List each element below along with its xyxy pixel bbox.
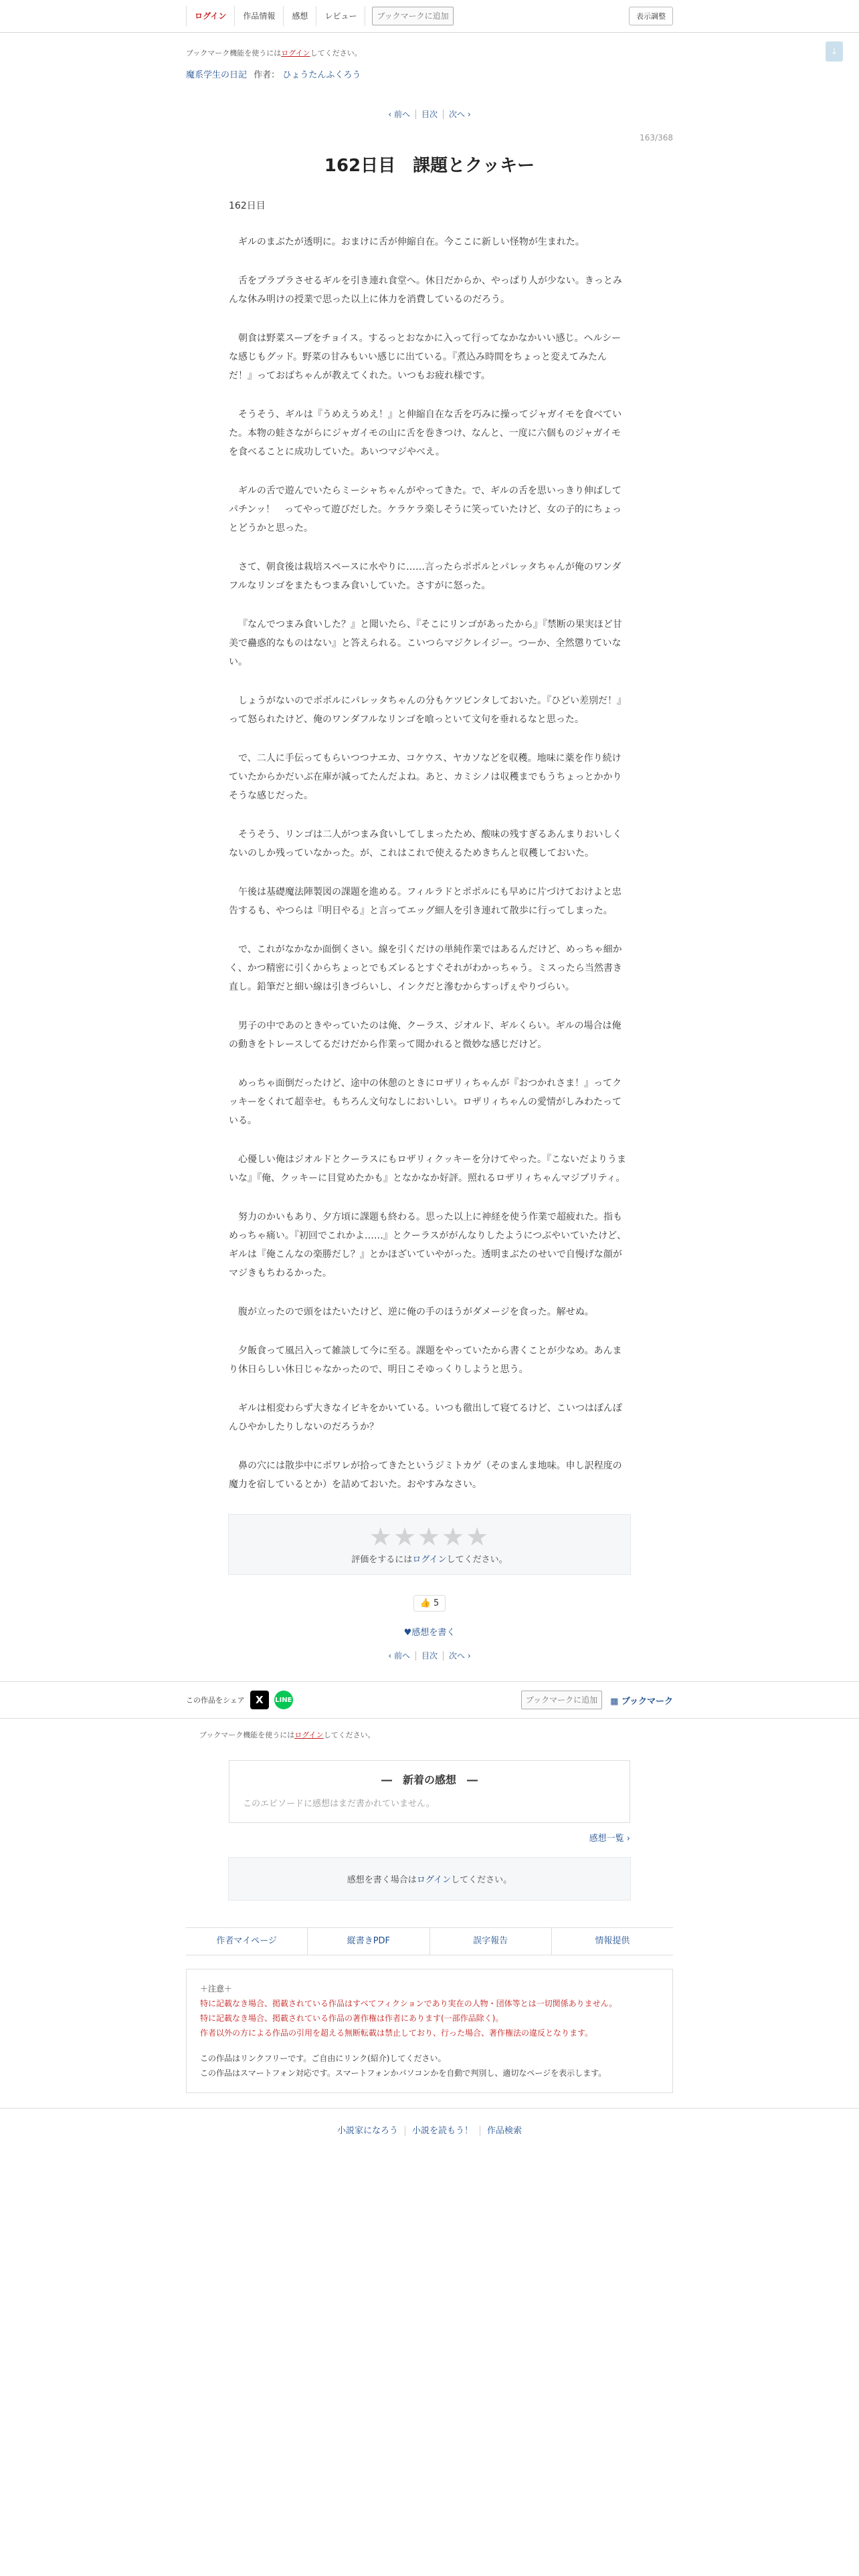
author-mypage-link[interactable]: 作者マイページ <box>186 1928 308 1955</box>
impr-login-link[interactable]: ログイン <box>416 1875 452 1885</box>
note-prefix: ブックマーク機能を使うには <box>186 49 282 58</box>
star-icon[interactable]: ★ <box>466 1522 490 1551</box>
episode-paragraph: で、これがなかなか面倒くさい。線を引くだけの単純作業ではあるんだけど、めっちゃ細かく、かつ精密に引くからちょっとでもズレるとすぐそれがわかっちゃう。ミスったら当然書き直し。鉛筆だと細い線は引きづらいし、インクだと滲むからすっげぇやりづらい。 <box>229 944 622 992</box>
note-login-link[interactable]: ログイン <box>281 49 310 58</box>
author-label: 作者： <box>254 70 280 80</box>
impression-login-box <box>228 1857 631 1901</box>
index-link[interactable]: 目次 <box>416 1651 444 1660</box>
caution-plain-line: この作品はスマートフォン対応です。スマートフォンかパソコンかを自動で判別し、適切なページを表示します。 <box>200 2068 607 2078</box>
rating-prefix: 評価をするには <box>351 1555 413 1565</box>
episode-paragraph: 男子の中であのときやっていたのは俺、クーラス、ジオルド、ギルくらい。ギルの場合は俺の動きをトレースしてるだけだから作業って聞かれると微妙な感じだけど。 <box>229 1021 622 1050</box>
share-label: この作品をシェア <box>186 1696 245 1705</box>
impressions-empty: このエピソードに感想はまだ書かれていません。 <box>243 1799 435 1809</box>
impressions-title: ― 新着の感想 ― <box>381 1774 478 1786</box>
bookmark-login-note <box>186 33 673 58</box>
rating-login-link[interactable]: ログイン <box>412 1555 447 1565</box>
nav-review[interactable]: レビュー <box>316 6 365 26</box>
caution-plain-block <box>200 2051 659 2080</box>
footer-yomou-link[interactable]: 小説を読もう！ <box>405 2126 480 2136</box>
episode-paragraph: で、二人に手伝ってもらいつつナエカ、コケウス、ヤカソなどを収穫。地味に薬を作り続けていたからかだいぶ在庫が減ってたんだよね。あと、カミシノは収穫までもうちょっとかかりそうな感じだった。 <box>229 753 622 801</box>
info-report-link[interactable]: 情報提供 <box>595 1936 630 1946</box>
caution-head: ＋注意＋ <box>200 1984 233 1994</box>
episode-paragraph: 午後は基礎魔法陣製図の課題を進める。フィルラドとポポルにも早めに片づけておけよと忠告するも、やつらは『明日やる』と言ってエッグ細人を引き連れて散歩に行ってしまった。 <box>229 887 622 916</box>
episode-title: 162日目 課題とクッキー <box>324 156 535 176</box>
episode-paragraph: 夕飯食って風呂入って雑談して今に至る。課題をやっていたから書くことが少なめ。あんまり休日らしい休日じゃなかったので、明日こそゆっくりしようと思う。 <box>229 1346 622 1375</box>
series-line <box>186 68 673 80</box>
site-footer <box>0 2108 859 2136</box>
bookmark-login-note <box>186 1719 673 1740</box>
nav-login[interactable]: ログイン <box>186 6 235 26</box>
episode-paragraph: しょうがないのでポポルにパレッタちゃんの分もケツビンタしておいた。『ひどい差別だ！』って怒られたけど、俺のワンダフルなリンゴを喰っといて文句を垂れるなと思った。 <box>229 695 627 725</box>
episode-paragraph: 腹が立ったので頭をはたいたけど、逆に俺の手のほうがダメージを食った。解せぬ。 <box>238 1307 594 1317</box>
caution-box <box>186 1969 673 2093</box>
rating-suffix: してください。 <box>446 1555 508 1565</box>
nav-impressions[interactable]: 感想 <box>284 6 316 26</box>
rating-box <box>228 1514 631 1575</box>
line-share-icon[interactable]: LINE <box>274 1691 293 1709</box>
note-prefix: ブックマーク機能を使うには <box>199 1731 295 1739</box>
next-link[interactable]: 次へ › <box>449 110 471 119</box>
pager-top <box>186 108 673 120</box>
typo-report-link[interactable]: 誤字報告 <box>430 1928 552 1955</box>
episode-paragraph: そうそう、リンゴは二人がつまみ食いしてしまったため、酸味の残すぎるあんまりおいしくないのしか残っていなかった。が、これはこれで使えるためきちんと収穫しておいた。 <box>229 829 622 859</box>
footer-search-link[interactable]: 作品検索 <box>487 2126 522 2136</box>
nav-work-info[interactable]: 作品情報 <box>235 6 284 26</box>
bookmark-link[interactable]: ▦ ブックマーク <box>610 1696 673 1707</box>
episode-paragraph: 『なんでつまみ食いした？』と聞いたら、『そこにリンゴがあったから』『禁断の果実ほど甘美で蠱惑的なものはない』と答えられる。こいつらマジクレイジー。つーか、全然懲りていない。 <box>229 619 622 667</box>
episode-paragraph: さて、朝食後は栽培スペースに水やりに……言ったらポポルとパレッタちゃんが俺のワンダフルなリンゴをまたもつまみ食いしていた。さすがに怒った。 <box>229 562 622 591</box>
star-icon[interactable]: ★ <box>417 1522 442 1551</box>
pager-bottom <box>0 1650 859 1661</box>
star-icon[interactable]: ★ <box>442 1522 466 1551</box>
next-link[interactable]: 次へ › <box>449 1651 471 1660</box>
bookmark-add-button[interactable]: ブックマークに追加 <box>372 7 453 25</box>
note-suffix: してください。 <box>323 1731 375 1739</box>
index-link[interactable]: 目次 <box>416 110 444 119</box>
note-suffix: してください。 <box>310 49 362 58</box>
episode-paragraph: ギルのまぶたが透明に。おまけに舌が伸縮自在。今ここに新しい怪物が生まれた。 <box>238 237 585 247</box>
impressions-list-link[interactable]: 感想一覧 › <box>589 1834 630 1844</box>
star-icon[interactable]: ★ <box>393 1522 417 1551</box>
novel-header <box>186 33 673 177</box>
series-title-link[interactable]: 魔系学生の日記 <box>186 70 248 80</box>
episode-paragraph: 朝食は野菜スープをチョイス。するっとおなかに入って行ってなかなかいい感じ。ヘルシーな感じもグッド。野菜の甘みもいい感じに出ている。『煮込み時間をちょっと変えてみたんだ！』っておばちゃんが教えてくれた。いつもお疲れ様です。 <box>229 333 622 381</box>
new-impressions-box <box>229 1760 630 1823</box>
bookmark-note-bottom-wrap <box>186 1719 673 1740</box>
note-login-link[interactable]: ログイン <box>294 1731 324 1739</box>
page-count: 163/368 <box>640 133 673 142</box>
episode-subhead: 162日目 <box>229 201 266 211</box>
star-icon[interactable]: ★ <box>369 1522 393 1551</box>
episode-body <box>229 177 630 1494</box>
episode-paragraph: 努力のかいもあり、夕方頃に課題も終わる。思った以上に神経を使う作業で超疲れた。指もめっちゃ痛い。『初回でこれかよ……』とクーラスががんなりしたようにつぶやいていたけど、ギルは『俺こんなの楽勝だし？』とかほざいていやがった。透明まぶたのせいで自慢げな顔がマジきもちわるかった。 <box>229 1212 627 1279</box>
rating-login-note <box>229 1552 630 1565</box>
like-count: 5 <box>434 1598 440 1608</box>
prev-link[interactable]: ‹ 前へ <box>383 110 416 119</box>
episode-paragraph: そうそう、ギルは『うめえうめえ！』と伸縮自在な舌を巧みに操ってジャガイモを食べていた。本物の蛙さながらにジャガイモの山に舌を巻きつけ、なんと、一度に六個ものジャガイモを食べることに成功していた。あいつマジやべえ。 <box>229 409 622 457</box>
episode-paragraph: めっちゃ面倒だったけど、途中の休憩のときにロザリィちゃんが『おつかれさま！』ってクッキーをくれて超幸せ。もちろん文句なしにおいしい。ロザリィちゃんの愛情がしみわたっている。 <box>229 1078 622 1126</box>
vertical-pdf-link[interactable]: 縦書きPDF <box>308 1928 430 1955</box>
caution-line: 特に記載なき場合、掲載されている作品はすべてフィクションであり実在の人物・団体等とは一切関係ありません。 <box>200 1999 617 2008</box>
write-impression-link[interactable]: ♥感想を書く <box>403 1628 456 1638</box>
top-navbar <box>0 0 859 33</box>
prev-link[interactable]: ‹ 前へ <box>383 1651 416 1660</box>
like-button[interactable] <box>413 1595 446 1612</box>
caution-line: 特に記載なき場合、掲載されている作品の著作権は作者にあります(一部作品除く)。 <box>200 2014 504 2023</box>
bookmark-add-button[interactable]: ブックマークに追加 <box>521 1691 602 1709</box>
episode-paragraph: ギルの舌で遊んでいたらミーシャちゃんがやってきた。で、ギルの舌を思いっきり伸ばしてパチンッ！ ってやって遊びだした。ケラケラ楽しそうに笑っていたけど、女の子的にちょっとどうかと思った。 <box>229 486 622 534</box>
episode-paragraph: ギルは相変わらず大きなイビキをかいている。いつも徹出して寝てるけど、こいつはぽんぽんひやかしたりしないのだろうか？ <box>229 1403 622 1432</box>
work-footer-links <box>186 1927 673 1955</box>
episode-paragraph: 鼻の穴には散歩中にポワレが拾ってきたというジミトカゲ（そのまんま地味。申し訳程度の魔力を宿しているとか）を詰めておいた。おやすみなさい。 <box>229 1461 622 1490</box>
footer-syosetu-link[interactable]: 小説家になろう <box>330 2126 405 2136</box>
x-share-icon[interactable]: X <box>250 1691 269 1709</box>
share-right <box>514 1691 673 1709</box>
display-settings-button[interactable]: 表示調整 <box>629 7 673 25</box>
impr-login-prefix: 感想を書く場合は <box>347 1875 417 1885</box>
thumbs-up-icon: 👍 <box>419 1598 431 1608</box>
caution-plain-line: この作品はリンクフリーです。ご自由にリンク(紹介)してください。 <box>200 2054 446 2063</box>
share-bar <box>0 1681 859 1719</box>
rating-stars <box>229 1521 630 1552</box>
scroll-down-button[interactable]: ↓ <box>826 41 843 62</box>
episode-paragraphs <box>229 233 630 1494</box>
impr-login-suffix: してください。 <box>451 1875 512 1885</box>
episode-paragraph: 舌をプラプラさせるギルを引き連れ食堂へ。休日だからか、やっぱり人が少ない。きっとみんな休み明けの授業で思った以上に体力を消費しているのだろう。 <box>229 276 622 305</box>
episode-paragraph: 心優しい俺はジオルドとクーラスにもロザリィクッキーを分けてやった。『こないだよりうまいな』『俺、クッキーに目覚めたかも』となかなか好評。照れるロザリィちゃんマジプリティ。 <box>229 1154 627 1184</box>
caution-line: 作者以外の方による作品の引用を超える無断転載は禁止しており、行った場合、著作権法の違反となります。 <box>200 2028 593 2038</box>
author-link[interactable]: ひょうたんふくろう <box>282 70 361 80</box>
